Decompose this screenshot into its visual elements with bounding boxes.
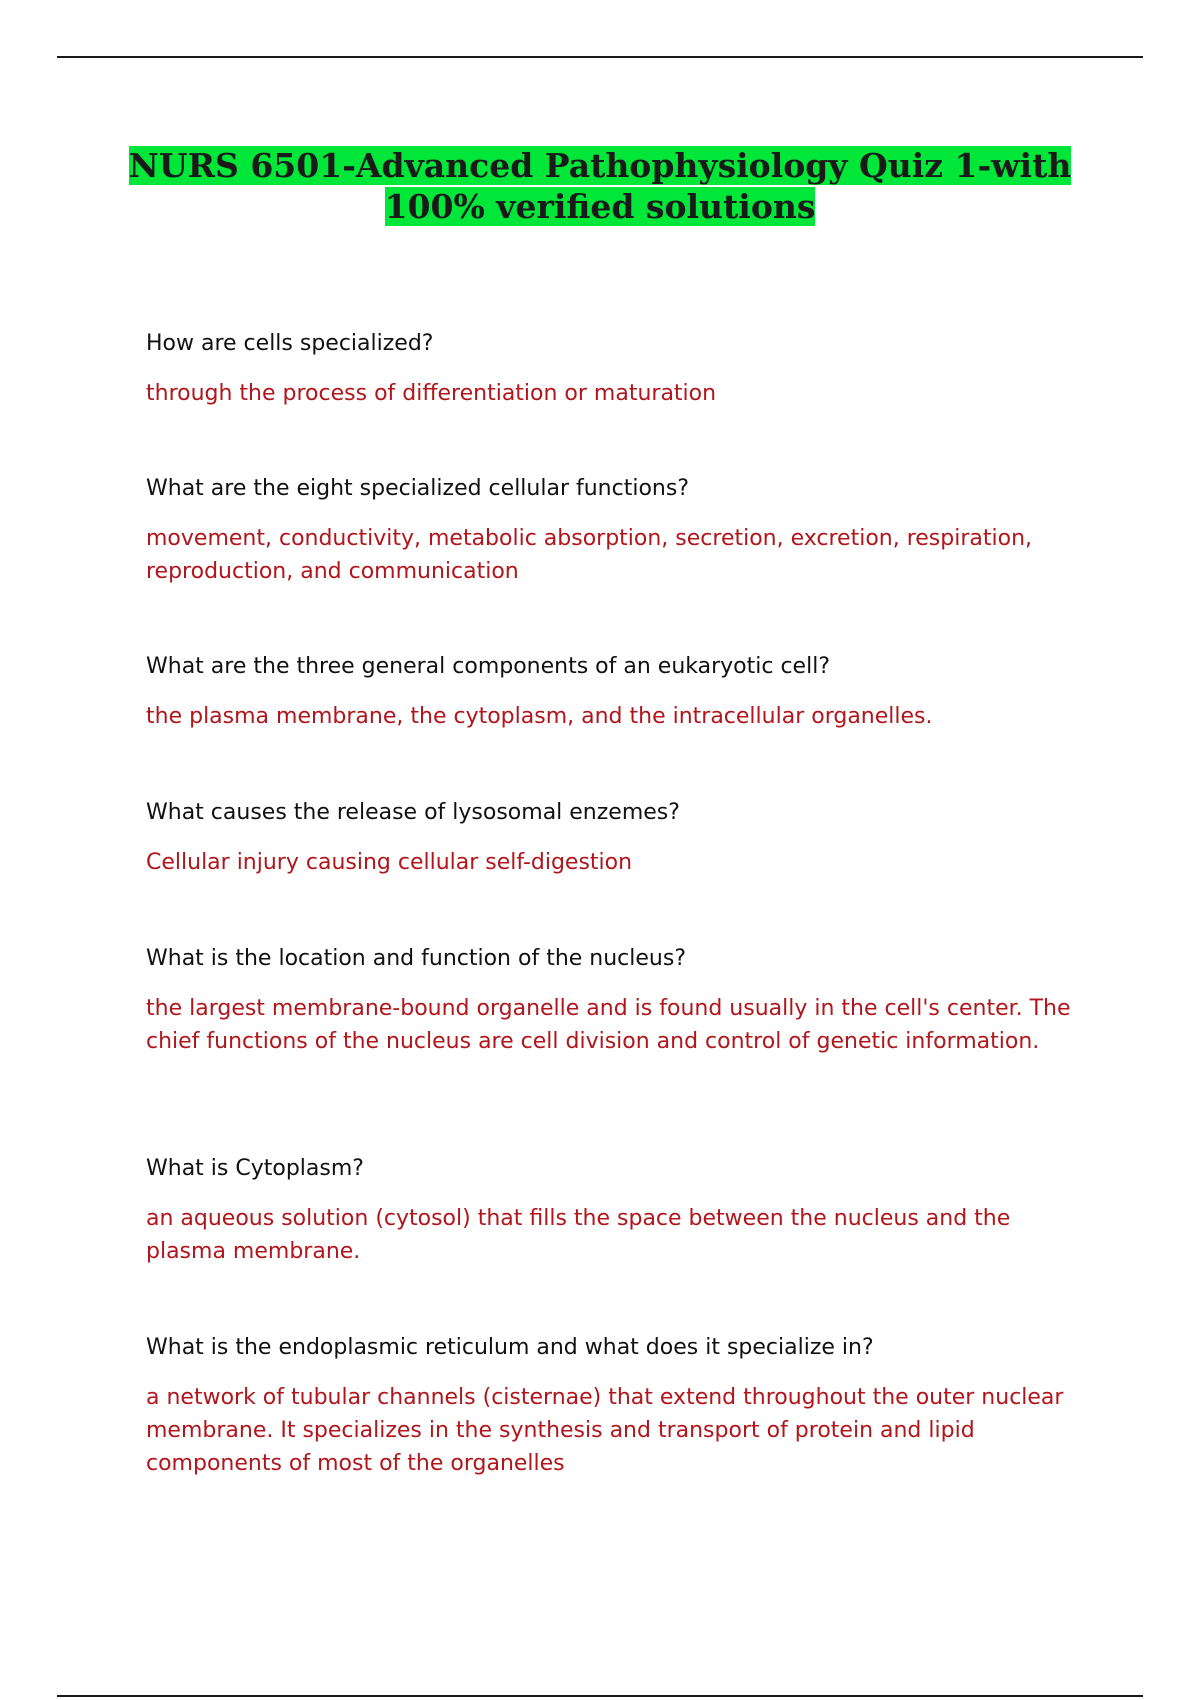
question-text: What is the endoplasmic reticulum and what does it specialize in? [146,1335,874,1360]
answer-text: movement, conductivity, metabolic absorption, secretion, excretion, respiration, reproduction, and communication [146,526,1033,584]
qa-item-5 [146,944,1076,1058]
qa-item-2 [146,474,1076,588]
answer-text: the largest membrane-bound organelle and is found usually in the cell's center. The chief functions of the nucleus are cell division and control of genetic information. [146,996,1071,1054]
qa-item-7 [146,1333,1076,1480]
question-text: How are cells specialized? [146,331,434,356]
qa-item-6 [146,1154,1076,1268]
title-line-1: NURS 6501-Advanced Pathophysiology Quiz 1-with [128,146,1072,185]
question-text: What is the location and function of the nucleus? [146,946,686,971]
qa-item-1 [146,329,1076,410]
question-text: What are the three general components of an eukaryotic cell? [146,654,830,679]
document-title [0,145,1200,227]
answer-text: Cellular injury causing cellular self-digestion [146,850,633,875]
question-text: What causes the release of lysosomal enzemes? [146,800,680,825]
answer-text: through the process of differentiation or maturation [146,381,717,406]
top-rule [57,56,1143,58]
bottom-rule [57,1695,1143,1697]
qa-item-4 [146,798,1076,879]
question-text: What are the eight specialized cellular functions? [146,476,689,501]
qa-item-3 [146,652,1076,733]
answer-text: the plasma membrane, the cytoplasm, and the intracellular organelles. [146,704,933,729]
title-line-2: 100% verified solutions [384,187,816,226]
answer-text: a network of tubular channels (cisternae) that extend throughout the outer nuclear membrane. It specializes in the synthesis and transport of protein and lipid components of most of the organelles [146,1385,1064,1476]
answer-text: an aqueous solution (cytosol) that fills the space between the nucleus and the plasma membrane. [146,1206,1011,1264]
question-text: What is Cytoplasm? [146,1156,364,1181]
